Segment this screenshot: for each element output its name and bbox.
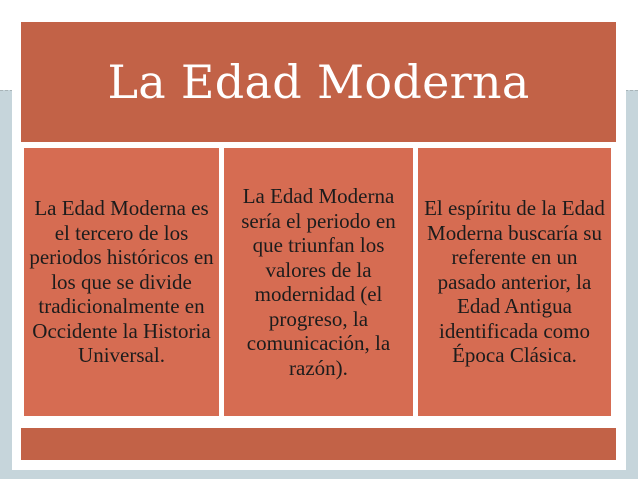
slide-title: La Edad Moderna [107,55,530,109]
column-2-text: La Edad Moderna sería el periodo en que triunfan los valores de la modernidad (el progreso, la comunicación, la razón). [241,184,396,380]
column-3-text: El espíritu de la Edad Moderna buscaría su referente en un pasado anterior, la Edad Antigua identificada como Época Clásica. [424,196,605,368]
text-column-3 [418,148,611,416]
column-1-text: La Edad Moderna es el tercero de los periodos históricos en los que se divide tradicionalmente en Occidente la Historia Universal. [29,196,214,368]
text-column-1 [24,148,219,416]
title-box [21,22,616,142]
text-column-2 [224,148,413,416]
bottom-bar [21,428,616,460]
